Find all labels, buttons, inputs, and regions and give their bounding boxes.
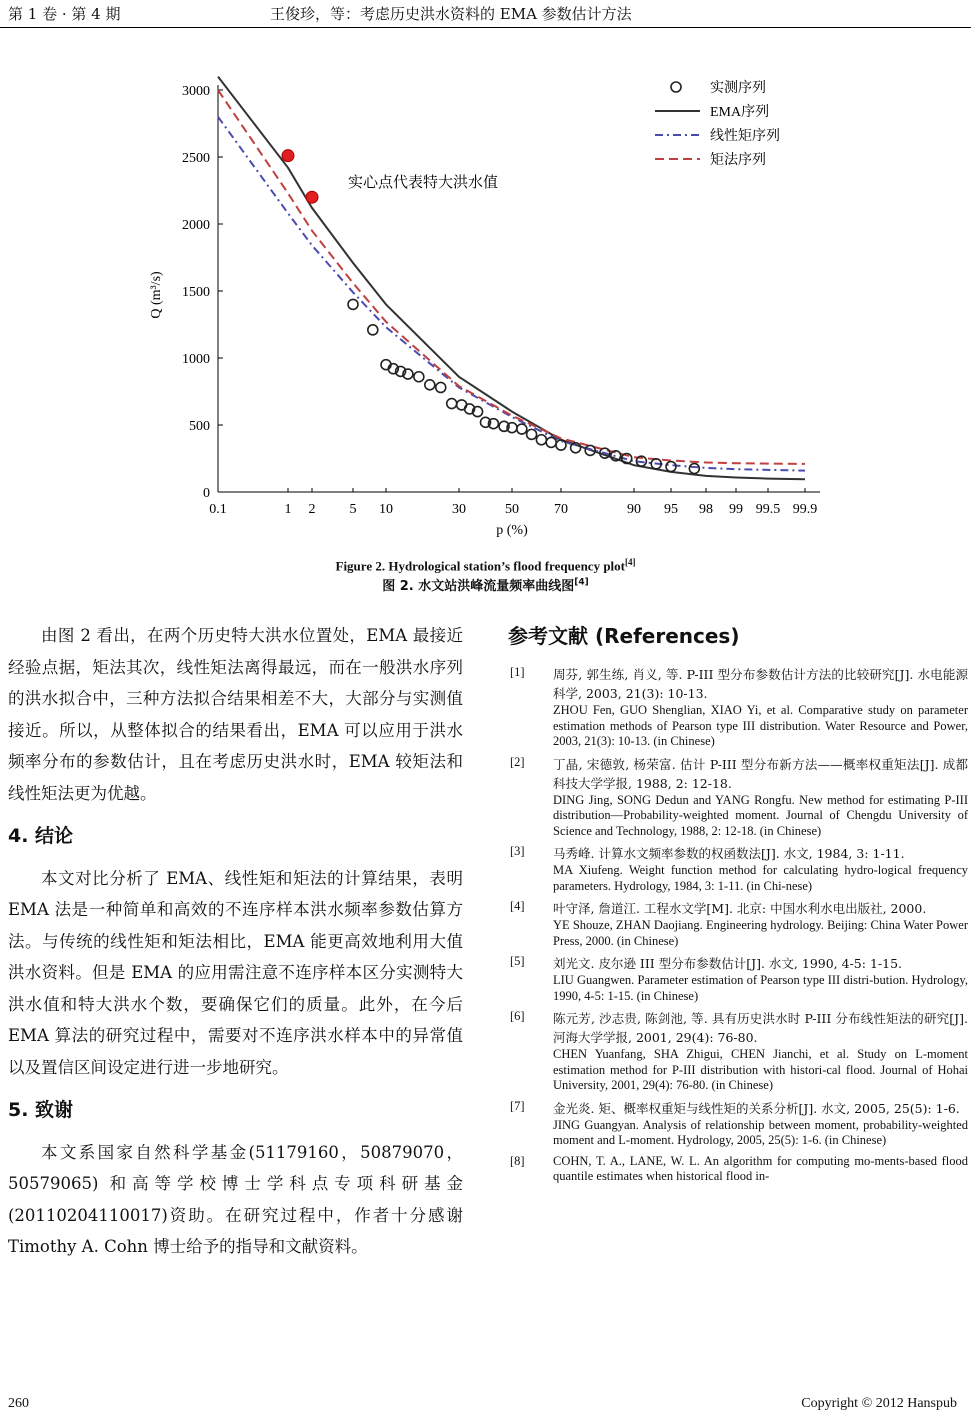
x-tick-label: 99.5 [755, 502, 781, 517]
reference-number: [4] [510, 899, 525, 913]
reference-en: LIU Guangwen. Parameter estimation of Pearson type III distri-bution. Hydrology, 1990, 4-5: 1-15. (in Chinese) [553, 973, 968, 1003]
x-tick-label: 10 [379, 502, 393, 517]
historical-flood-point [306, 191, 318, 203]
reference-cn: 陈元芳, 沙志贵, 陈剑池, 等. 具有历史洪水时 P-III 分布线性矩法的研究[J]. 河海大学学报, 2001, 29(4): 76-80. [553, 1011, 968, 1045]
reference-cn: 金光炎. 矩、概率权重矩与线性矩的关系分析[J]. 水文, 2005, 25(5): 1-6. [553, 1100, 960, 1116]
x-tick-label: 99 [729, 502, 743, 517]
reference-number: [8] [510, 1153, 525, 1168]
reference-number: [3] [510, 844, 525, 858]
flood-frequency-chart [140, 55, 830, 555]
reference-en: CHEN Yuanfang, SHA Zhigui, CHEN Jianchi, et al. Study on L-moment estimation method for P-III distribution with histori-cal flood. Journal of Hohai University, 2001, 29(4): 76-80. (in Chinese) [553, 1047, 968, 1092]
figure-caption-cn: 图 2. 水文站洪峰流量频率曲线图[4] [382, 577, 589, 594]
reference-item [508, 1154, 968, 1185]
y-tick-label: 3000 [182, 84, 210, 99]
y-tick-label: 0 [203, 486, 210, 501]
y-axis-label: Q (m³/s) [149, 271, 164, 319]
reference-item [508, 755, 968, 840]
reference-cn: 刘光文. 皮尔逊 III 型分布参数估计[J]. 水文, 1990, 4-5: 1-15. [553, 956, 902, 971]
reference-cn: 叶守泽, 詹道江. 工程水文学[M]. 北京: 中国水利水电出版社, 2000. [553, 901, 927, 916]
page-number: 260 [8, 1396, 29, 1411]
reference-en: COHN, T. A., LANE, W. L. An algorithm for computing mo-ments-based flood quantile estimates when historical flood in- [553, 1153, 968, 1183]
legend-label: 线性矩序列 [710, 129, 780, 144]
figure-caption-en: Figure 2. Hydrological station’s flood frequency plot[4] [335, 557, 636, 574]
reference-en: MA Xiufeng. Weight function method for calculating hydro-logical frequency parameters. Hydrology, 1984, 3: 1-11. (in Chi-nese) [553, 863, 968, 893]
x-axis-label: p (%) [496, 523, 528, 538]
chart-annotation: 实心点代表特大洪水值 [348, 175, 499, 191]
reference-cn: 丁晶, 宋德敦, 杨荣富. 估计 P-III 型分布新方法——概率权重矩法[J]. 成都科技大学学报, 1988, 2: 12-18. [553, 756, 968, 791]
reference-number: [1] [510, 665, 525, 679]
reference-en: DING Jing, SONG Dedun and YANG Rongfu. New method for estimating P-III distribution—Probability-weighted moment. Journal of Chengdu University of Science and Technology, 1988, 2: 12-18. (in Chinese) [553, 792, 968, 838]
running-header [0, 0, 971, 28]
section-heading-acknowledgement: 5. 致谢 [8, 1099, 74, 1121]
acknowledgement-paragraph: 本文系国家自然科学基金(51179160，50879070，50579065) 和高等学校博士学科点专项科研基金(20110204110017)资助。在研究过程中，作者十分感谢 Timothy A. Cohn 博士给予的指导和文献资料。 [8, 1142, 463, 1256]
reference-number: [5] [510, 954, 525, 968]
conclusion-paragraph: 本文对比分析了 EMA、线性矩和矩法的计算结果，表明 EMA 法是一种简单和高效的不连序样本洪水频率参数估算方法。与传统的线性矩和矩法相比，EMA 能更高效地利用大值洪水资料。但是 EMA 的应用需注意不连序样本区分实测特大洪水值和特大洪水个数，要确保它们的质量。此外，在今后 EMA 算法的研究过程中，需要对不连序洪水样本中的异常值以及置信区间设定进行进一步地研究。 [8, 868, 463, 1077]
running-title: 王俊珍，等：考虑历史洪水资料的 EMA 参数估计方法 [270, 5, 632, 23]
x-tick-label: 5 [349, 502, 357, 517]
section-heading-conclusion: 4. 结论 [8, 825, 74, 847]
y-tick-label: 1000 [182, 352, 210, 367]
reference-item [508, 844, 968, 894]
reference-item [508, 1009, 968, 1094]
discussion-paragraph: 由图 2 看出，在两个历史特大洪水位置处，EMA 最接近经验点据，矩法其次，线性矩法离得最远，而在一般洪水序列的洪水拟合中，三种方法拟合结果相差不大，大部分与实测值接近。所以，从整体拟合的结果看出，EMA 可以应用于洪水频率分布的参数估计，且在考虑历史洪水时，EMA 较矩法和线性矩法更为优越。 [8, 626, 463, 803]
x-tick-label: 98 [699, 502, 713, 517]
reference-item [508, 665, 968, 750]
reference-item [508, 954, 968, 1004]
historical-flood-point [282, 150, 294, 162]
references-title: 参考文献 (References) [508, 624, 740, 648]
reference-item [508, 899, 968, 949]
legend-label: 矩法序列 [710, 153, 766, 168]
x-tick-label: 30 [452, 502, 466, 517]
y-tick-label: 2000 [182, 218, 210, 233]
reference-en: YE Shouze, ZHAN Daojiang. Engineering hydrology. Beijing: China Water Power Press, 2000. (in Chinese) [553, 918, 968, 948]
y-tick-label: 1500 [182, 285, 210, 300]
reference-number: [7] [510, 1098, 525, 1113]
y-tick-label: 2500 [182, 151, 210, 166]
reference-en: JING Guangyan. Analysis of relationship between moment, probability-weighted moment and L-moment. Hydrology, 2005, 25(5): 1-6. (in Chinese) [553, 1117, 968, 1147]
x-tick-label: 0.1 [209, 502, 227, 517]
copyright: Copyright © 2012 Hanspub [801, 1396, 957, 1411]
journal-volume: 第 1 卷 · 第 4 期 [8, 5, 121, 23]
reference-list [508, 665, 968, 1185]
x-tick-label: 50 [505, 502, 519, 517]
legend-label: 实测序列 [710, 81, 766, 96]
reference-item [508, 1099, 968, 1149]
x-tick-label: 95 [664, 502, 678, 517]
legend-label: EMA序列 [710, 105, 770, 120]
reference-number: [2] [510, 754, 525, 769]
reference-en: ZHOU Fen, GUO Shenglian, XIAO Yi, et al. Comparative study on parameter estimation methods of Pearson type III distribution. Water Resource and Power, 2003, 21(3): 10-13. (in Chinese) [553, 703, 968, 748]
y-tick-label: 500 [189, 419, 210, 434]
reference-cn: 马秀峰. 计算水文频率参数的权函数法[J]. 水文, 1984, 3: 1-11. [553, 846, 905, 861]
reference-number: [6] [510, 1009, 525, 1023]
x-tick-label: 90 [627, 502, 641, 517]
x-tick-label: 99.9 [792, 502, 818, 517]
x-tick-label: 70 [554, 502, 568, 517]
references-column [508, 620, 968, 1190]
left-column [8, 620, 463, 1263]
reference-cn: 周芬, 郭生练, 肖义, 等. P-III 型分布参数估计方法的比较研究[J]. 水电能源科学, 2003, 21(3): 10-13. [553, 667, 968, 701]
x-tick-label: 2 [308, 502, 316, 517]
x-tick-label: 1 [284, 502, 292, 517]
